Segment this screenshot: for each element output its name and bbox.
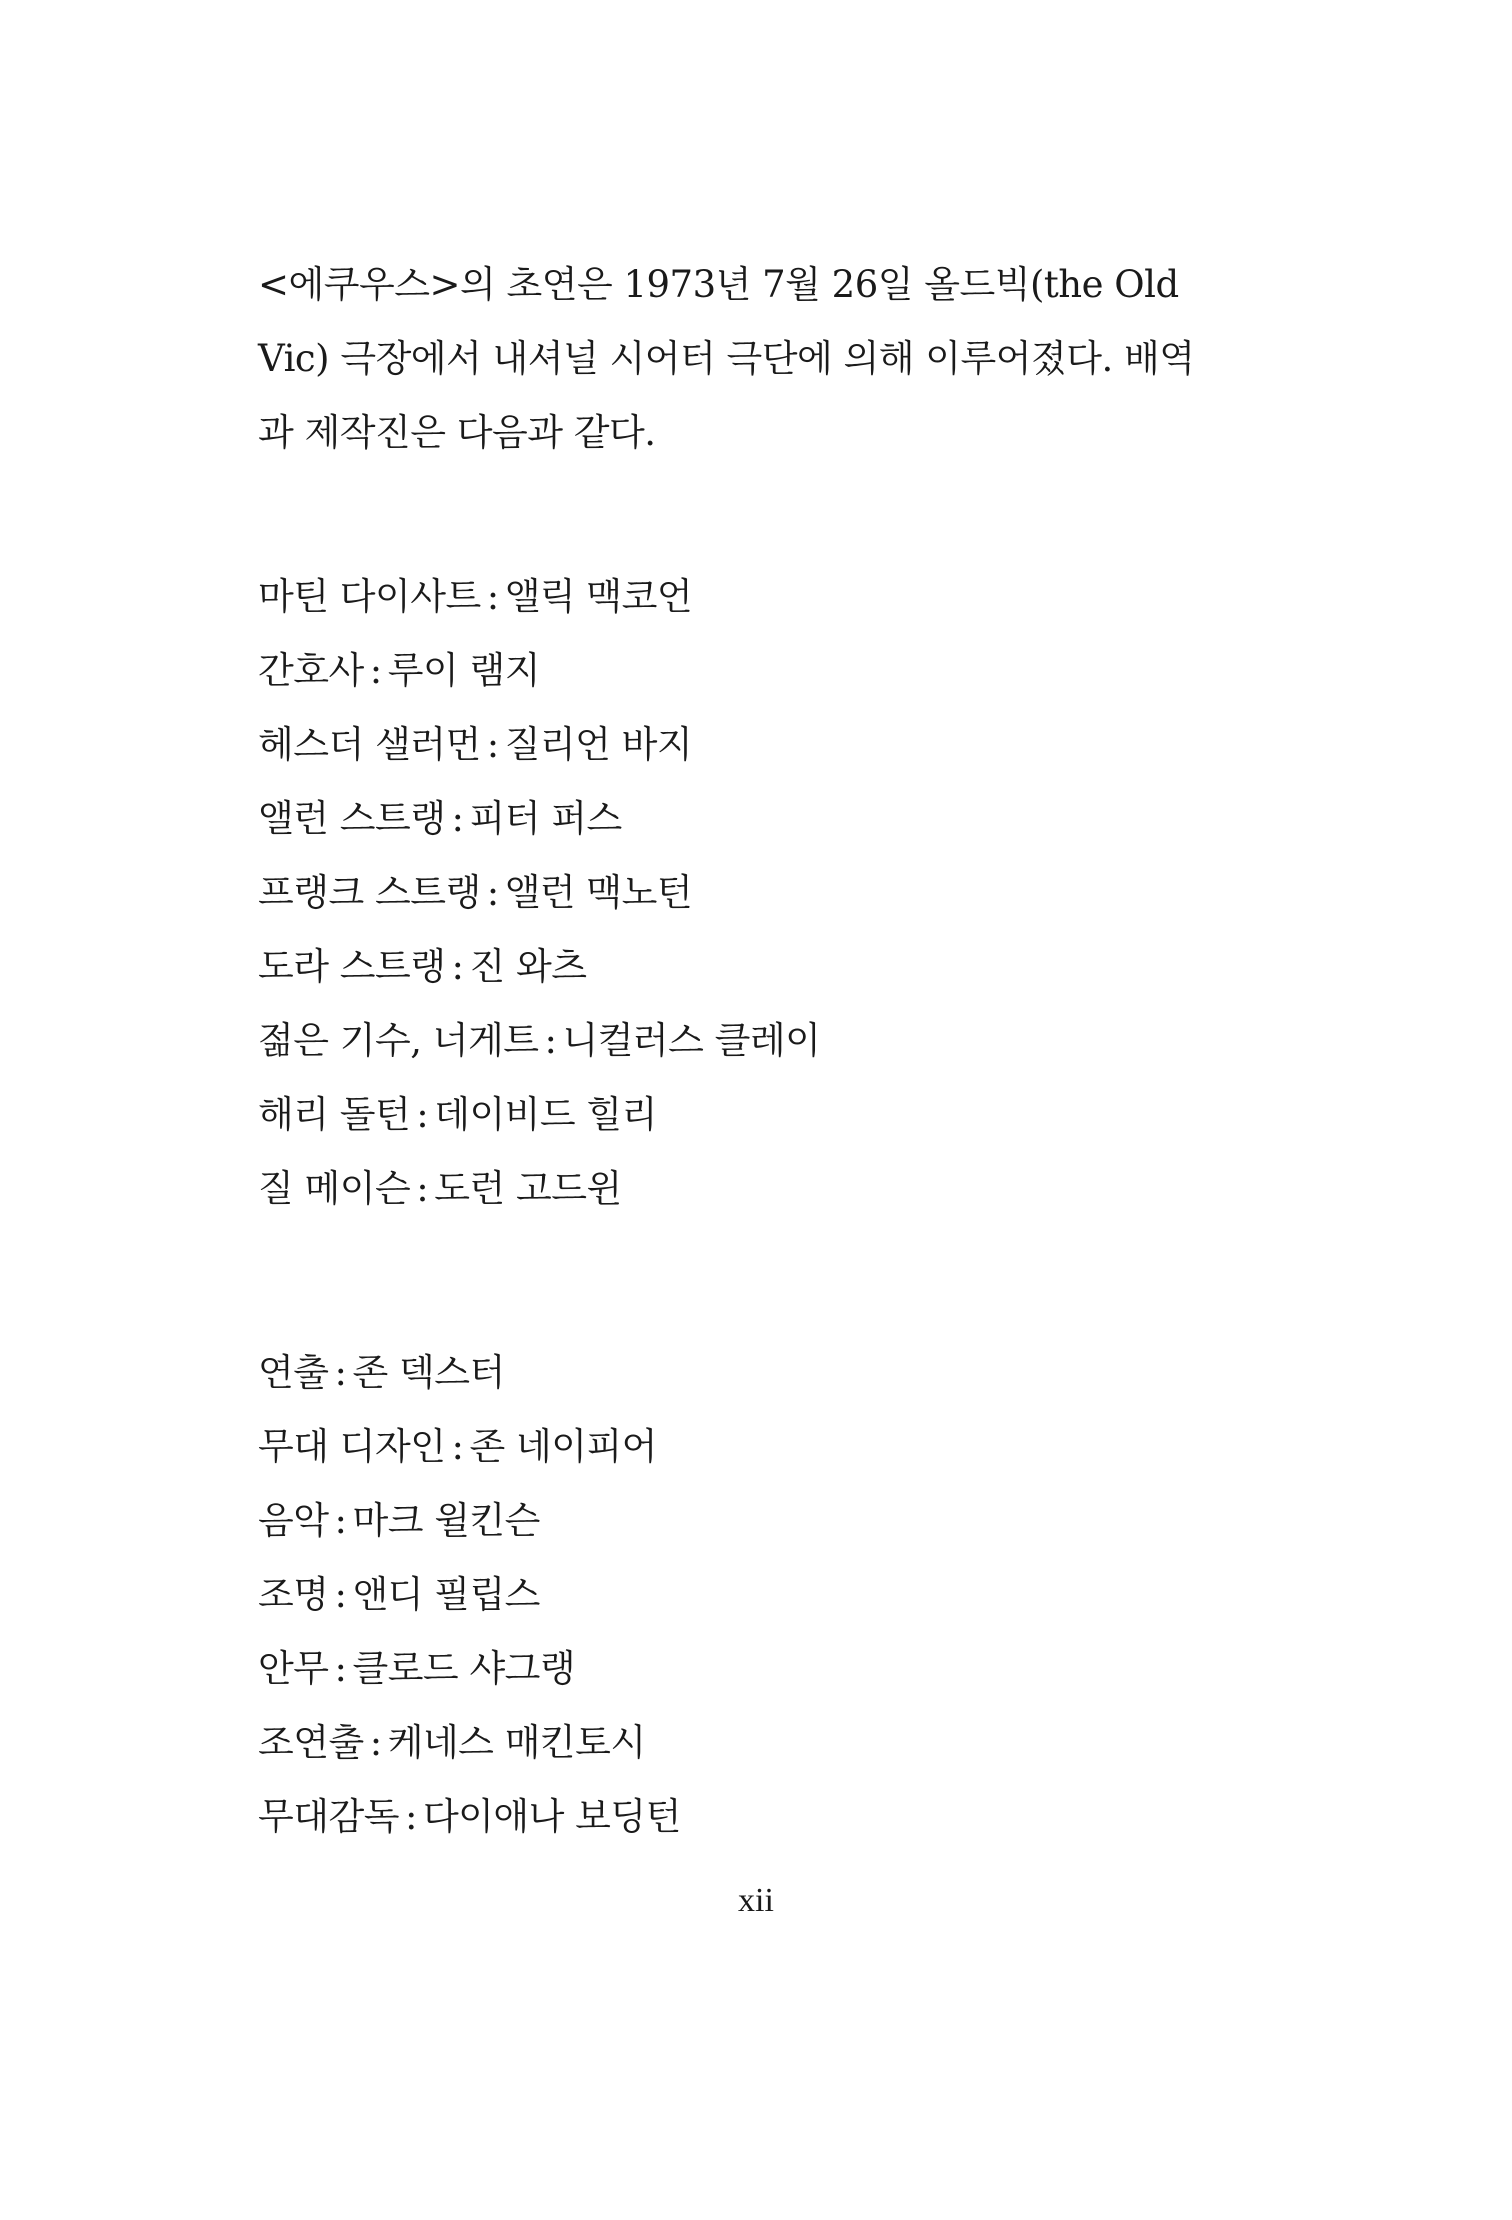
separator: :: [486, 723, 499, 766]
cast-actor: 데이비드 힐리: [434, 1093, 657, 1136]
crew-list: [258, 1336, 1258, 1854]
cast-actor: 도런 고드윈: [434, 1167, 622, 1210]
crew-row: [258, 1780, 1258, 1854]
crew-row: [258, 1484, 1258, 1558]
separator: :: [544, 1019, 557, 1062]
crew-role: 연출: [258, 1351, 329, 1394]
crew-row: [258, 1558, 1258, 1632]
cast-role: 마틴 다이사트: [258, 575, 481, 618]
separator: :: [416, 1093, 429, 1136]
cast-role: 해리 돌턴: [258, 1093, 411, 1136]
crew-row: [258, 1336, 1258, 1410]
separator: :: [334, 1647, 347, 1690]
crew-role: 무대 디자인: [258, 1425, 446, 1468]
crew-member: 존 네이피어: [469, 1425, 657, 1468]
intro-line: <에쿠우스>의 초연은 1973년 7월 26일 올드빅(the Old: [258, 263, 1179, 306]
cast-row: [258, 1078, 1258, 1152]
intro-line: 과 제작진은 다음과 같다.: [258, 411, 656, 454]
separator: :: [451, 1425, 464, 1468]
crew-role: 음악: [258, 1499, 329, 1542]
separator: :: [486, 871, 499, 914]
cast-role: 헤스더 샐러먼: [258, 723, 481, 766]
crew-row: [258, 1410, 1258, 1484]
cast-role: 젊은 기수, 너게트: [258, 1019, 539, 1062]
cast-actor: 진 와츠: [469, 945, 587, 988]
crew-member: 존 덱스터: [352, 1351, 505, 1394]
page-number: xii: [738, 1882, 774, 1919]
separator: :: [369, 1721, 382, 1764]
separator: :: [451, 945, 464, 988]
separator: :: [486, 575, 499, 618]
separator: :: [334, 1499, 347, 1542]
cast-row: [258, 634, 1258, 708]
separator: :: [404, 1795, 417, 1838]
cast-row: [258, 856, 1258, 930]
crew-row: [258, 1632, 1258, 1706]
cast-row: [258, 708, 1258, 782]
crew-member: 다이애나 보딩턴: [422, 1795, 681, 1838]
cast-list: [258, 560, 1258, 1226]
cast-actor: 니컬러스 클레이: [562, 1019, 821, 1062]
crew-role: 조연출: [258, 1721, 364, 1764]
page-content: [258, 248, 1258, 1854]
cast-role: 간호사: [258, 649, 364, 692]
cast-actor: 질리언 바지: [504, 723, 693, 766]
intro-line: Vic) 극장에서 내셔널 시어터 극단에 의해 이루어졌다. 배역: [258, 337, 1195, 380]
crew-row: [258, 1706, 1258, 1780]
separator: :: [416, 1167, 429, 1210]
cast-actor: 루이 램지: [387, 649, 540, 692]
separator: :: [369, 649, 382, 692]
cast-row: [258, 930, 1258, 1004]
cast-role: 앨런 스트랭: [258, 797, 446, 840]
intro-paragraph: [258, 248, 1258, 470]
cast-actor: 앨릭 맥코언: [504, 575, 693, 618]
crew-member: 케네스 매킨토시: [387, 1721, 646, 1764]
crew-role: 무대감독: [258, 1795, 399, 1838]
cast-row: [258, 782, 1258, 856]
cast-row: [258, 1004, 1258, 1078]
cast-role: 질 메이슨: [258, 1167, 411, 1210]
crew-member: 마크 윌킨슨: [352, 1499, 540, 1542]
separator: :: [334, 1351, 347, 1394]
separator: :: [451, 797, 464, 840]
cast-row: [258, 1152, 1258, 1226]
cast-actor: 피터 퍼스: [469, 797, 622, 840]
cast-actor: 앨런 맥노턴: [504, 871, 693, 914]
crew-role: 조명: [258, 1573, 329, 1616]
crew-role: 안무: [258, 1647, 329, 1690]
crew-member: 앤디 필립스: [352, 1573, 540, 1616]
separator: :: [334, 1573, 347, 1616]
cast-role: 프랭크 스트랭: [258, 871, 481, 914]
cast-role: 도라 스트랭: [258, 945, 446, 988]
cast-row: [258, 560, 1258, 634]
crew-member: 클로드 샤그랭: [352, 1647, 576, 1690]
